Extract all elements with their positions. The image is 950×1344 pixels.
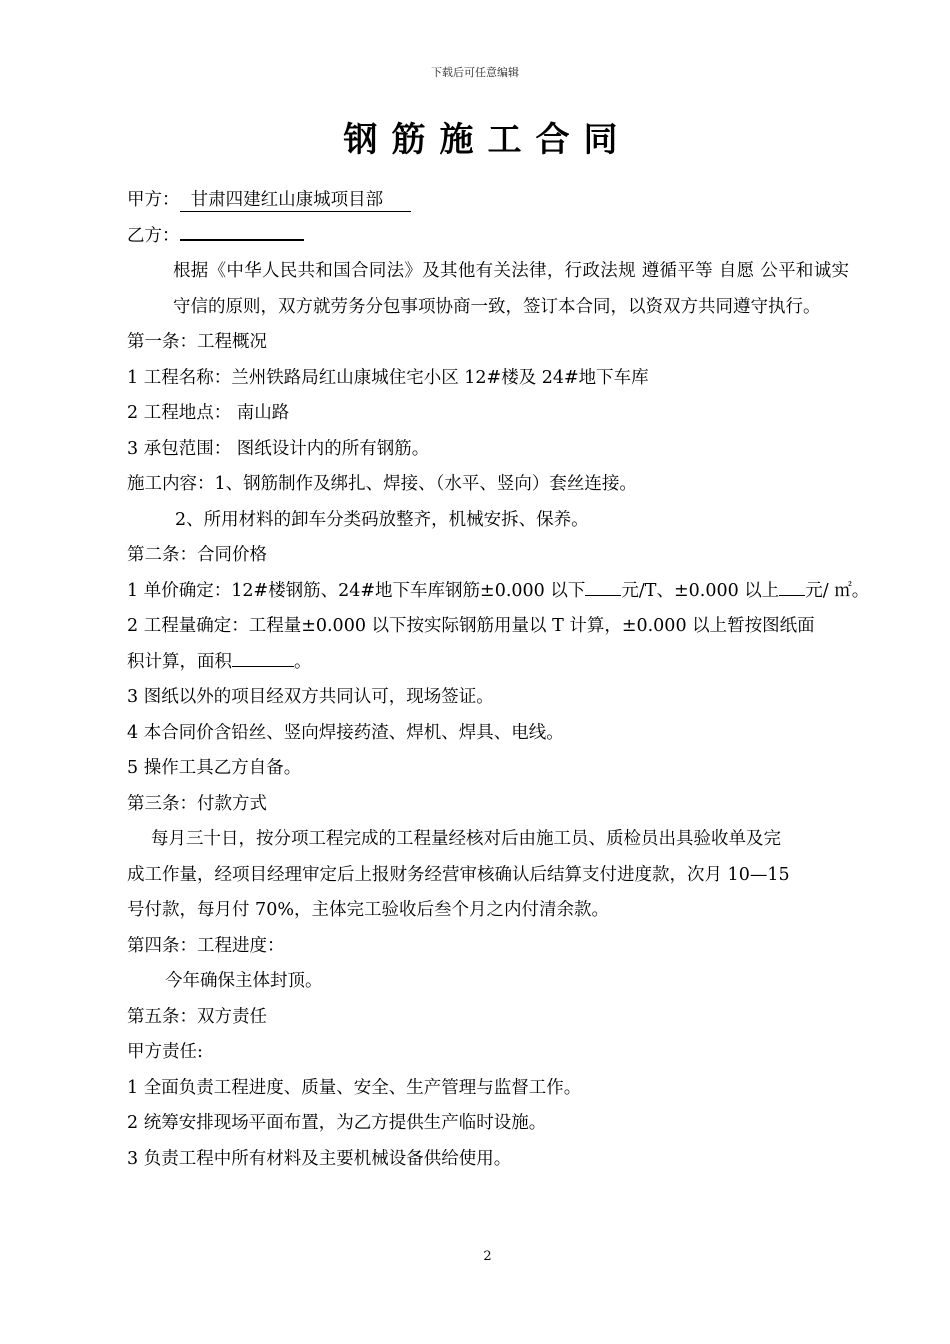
article5-heading: 第五条：双方责任 [127, 1006, 267, 1027]
article4-heading: 第四条：工程进度： [127, 935, 285, 956]
party-a-duty-2: 2 统筹安排现场平面布置，为乙方提供生产临时设施。 [127, 1113, 547, 1133]
article2-quantity-line-2 [127, 645, 849, 681]
article1-content-2: 2、所用材料的卸车分类码放整齐，机械安拆、保养。 [175, 509, 589, 530]
quantity-text-b: 。 [294, 651, 312, 672]
unit-price-blank-ton [585, 577, 621, 596]
unit-price-text-a: 1 单价确定：12#楼钢筋、24#地下车库钢筋±0.000 以下 [127, 580, 586, 601]
party-a-duty-1: 1 全面负责工程进度、质量、安全、生产管理与监督工作。 [127, 1077, 582, 1098]
page-number: 2 [483, 1249, 492, 1264]
party-b-label: 乙方： [127, 225, 180, 246]
contract-body [127, 183, 870, 1177]
article2-item-3: 3 图纸以外的项目经双方共同认可，现场签证。 [127, 687, 494, 707]
article2-item-4: 4 本合同价含铅丝、竖向焊接药渣、焊机、焊具、电线。 [127, 722, 564, 743]
article3-heading: 第三条：付款方式 [127, 793, 267, 814]
unit-price-text-b: 元/T、±0.000 以上 [621, 580, 780, 601]
article2-heading: 第二条：合同价格 [127, 545, 267, 565]
article1-scope: 3 承包范围： 图纸设计内的所有钢筋。 [127, 438, 430, 459]
article3-line-3: 号付款，每月付 70%，主体完工验收后叁个月之内付清余款。 [127, 900, 609, 920]
article2-item-5: 5 操作工具乙方自备。 [127, 758, 302, 778]
party-a-duty-3: 3 负责工程中所有材料及主要机械设备供给使用。 [127, 1148, 512, 1169]
party-b-line [127, 219, 849, 255]
article3-line-2: 成工作量，经项目经理审定后上报财务经营审核确认后结算支付进度款，次月 10—15 [127, 864, 790, 885]
document-title: 钢筋施工合同 [343, 120, 632, 160]
quantity-text-a: 积计算，面积 [127, 651, 232, 672]
article1-heading: 第一条：工程概况 [127, 332, 267, 352]
article2-unit-price [127, 574, 870, 610]
intro-paragraph: 根据《中华人民共和国合同法》及其他有关法律，行政法规 遵循平等 自愿 公平和诚实守信的原则，双方就劳务分包事项协商一致，签订本合同，以资双方共同遵守执行。 [173, 261, 849, 317]
article1-content-1: 施工内容：1、钢筋制作及绑扎、焊接、（水平、竖向）套丝连接。 [127, 474, 637, 494]
unit-price-blank-area [779, 577, 805, 596]
unit-price-text-c: 元/ ㎡。 [805, 580, 870, 601]
party-a-line [127, 183, 849, 219]
party-a-duties-heading: 甲方责任: [127, 1042, 203, 1062]
party-a-value: 甘肃四建红山康城项目部 [180, 189, 411, 212]
article4-text: 今年确保主体封顶。 [165, 971, 323, 991]
party-a-label: 甲方： [127, 190, 180, 210]
article1-project-location: 2 工程地点： 南山路 [127, 403, 290, 423]
article1-project-name: 1 工程名称：兰州铁路局红山康城住宅小区 12#楼及 24#地下车库 [127, 367, 649, 388]
area-blank [232, 648, 294, 667]
article2-quantity-line-1: 2 工程量确定：工程量±0.000 以下按实际钢筋用量以 T 计算，±0.000 以上暂按图纸面 [127, 616, 815, 636]
article3-line-1: 每月三十日，按分项工程完成的工程量经核对后由施工员、质检员出具验收单及完 [151, 829, 781, 849]
party-b-blank [180, 221, 304, 241]
header-note: 下载后可任意编辑 [431, 66, 519, 79]
